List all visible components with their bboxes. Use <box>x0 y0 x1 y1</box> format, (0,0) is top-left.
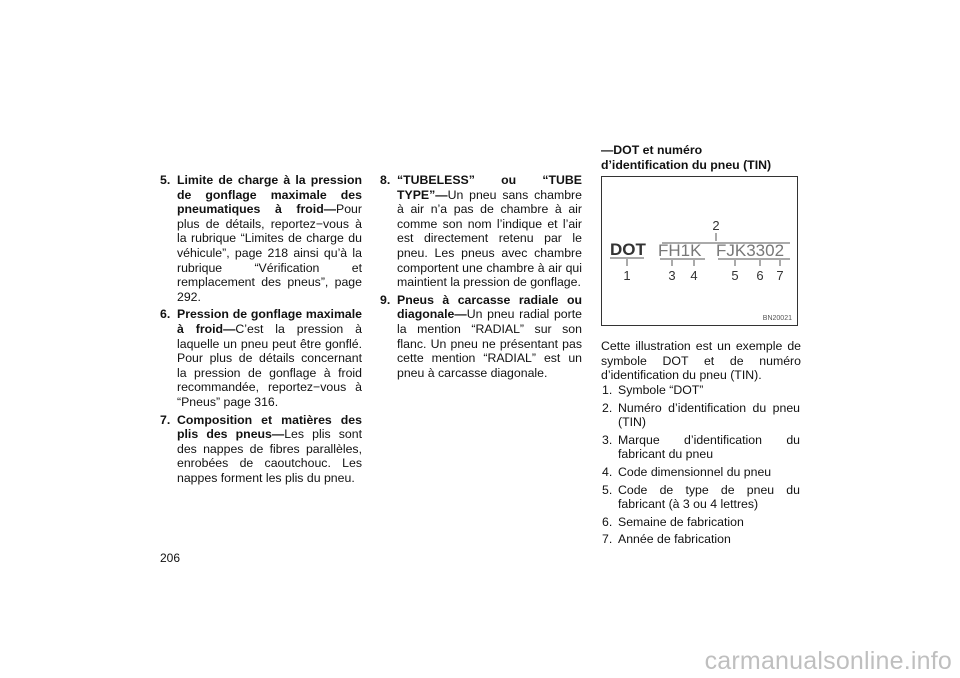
legend-item <box>602 515 800 530</box>
legend-number: 2. <box>602 400 613 415</box>
label-4: 4 <box>690 268 698 283</box>
label-3: 3 <box>668 268 676 283</box>
item-body <box>177 173 362 304</box>
item-body <box>397 173 582 290</box>
section-heading-line1: —DOT et numéro <box>601 143 703 157</box>
legend-list <box>602 383 800 550</box>
figure-code: BN20021 <box>762 315 792 322</box>
tin-group-2: FJK3302 <box>716 241 785 260</box>
legend-text: Numéro d’identification du pneu (TIN) <box>618 400 800 430</box>
item-number: 8. <box>380 173 391 187</box>
legend-item <box>602 532 800 547</box>
item-number: 5. <box>160 173 171 187</box>
item-text: C’est la pression à laquelle un pneu peut être gonflé. Pour plus de détails concernant la pression de gonflage à froid recommandée, reportez−vous à “Pneus” page 316. <box>177 321 363 409</box>
legend-number: 6. <box>602 514 613 529</box>
legend-number: 1. <box>602 383 613 397</box>
item-term: Pneus à carcasse radiale ou diagonale— <box>397 292 582 322</box>
section-heading-line2: d’identification du pneu (TIN) <box>601 157 772 172</box>
item-text: Un pneu sans chambre à air n’a pas de chambre à air comme son nom l’indique et l’air est directement retenu par le pneu. Les pneus avec chambre comportent une chambre à air qui maintient la pression de gonflage. <box>397 187 582 290</box>
list-item <box>380 173 582 290</box>
legend-item <box>602 401 800 430</box>
legend-item <box>602 433 800 462</box>
list-item <box>380 293 582 381</box>
legend-number: 5. <box>602 482 613 497</box>
right-column-heading <box>601 143 801 172</box>
item-body <box>177 413 362 486</box>
legend-number: 7. <box>602 532 613 547</box>
legend-number: 4. <box>602 464 613 479</box>
middle-column <box>380 173 582 383</box>
label-7: 7 <box>776 268 784 283</box>
item-term: Composition et matières des plis des pneus— <box>177 412 362 442</box>
left-column <box>160 173 362 488</box>
tin-group-1: FH1K <box>658 241 702 260</box>
label-6: 6 <box>756 268 764 283</box>
legend-text: Semaine de fabrication <box>618 514 744 529</box>
item-text: Un pneu radial porte la mention “RADIAL” sur son flanc. Un pneu ne présentant pas cette mention “RADIAL” est un pneu à carcasse diagonale. <box>397 307 582 380</box>
item-number: 7. <box>160 412 171 427</box>
item-number: 9. <box>380 292 391 307</box>
item-term: Pression de gonflage maximale à froid— <box>177 307 362 336</box>
label-1: 1 <box>623 268 631 283</box>
legend-text: Code dimensionnel du pneu <box>618 464 772 479</box>
item-term: Limite de charge à la pression de gonflage maximale des pneumatiques à froid— <box>177 173 362 217</box>
item-body <box>397 293 582 381</box>
dot-symbol: DOT <box>610 240 646 259</box>
page-number: 206 <box>160 551 181 565</box>
list-item <box>160 413 362 486</box>
legend-text: Année de fabrication <box>618 532 731 547</box>
figure-caption: Cette illustration est un exemple de symbole DOT et de numéro d’identification du pneu (TIN). <box>601 339 801 383</box>
legend-text: Marque d’identification du fabricant du pneu <box>618 432 800 462</box>
item-term: “TUBELESS” ou “TUBE TYPE”— <box>397 173 582 202</box>
legend-text: Symbole “DOT” <box>618 383 704 397</box>
item-text: Les plis sont des nappes de fibres parallèles, enrobées de caoutchouc. Les nappes forment les plis du pneu. <box>177 427 363 485</box>
legend-number: 3. <box>602 432 613 447</box>
legend-item <box>602 465 800 480</box>
legend-item <box>602 483 800 512</box>
item-number: 6. <box>160 307 171 322</box>
label-2: 2 <box>712 218 720 233</box>
item-body <box>177 307 362 409</box>
legend-text: Code de type de pneu du fabricant (à 3 ou 4 lettres) <box>618 482 800 512</box>
legend-item <box>602 383 800 398</box>
list-item <box>160 173 362 304</box>
dot-tin-illustration <box>601 176 798 326</box>
list-item <box>160 307 362 409</box>
label-5: 5 <box>731 268 739 283</box>
watermark: carmanualsonline.info <box>704 647 952 675</box>
item-text: Pour plus de détails, reportez−vous à la rubrique “Limites de charge du véhicule”, page 218 ainsi qu’à la rubrique “Vérification et remplacement des pneus”, page 292. <box>177 202 362 304</box>
